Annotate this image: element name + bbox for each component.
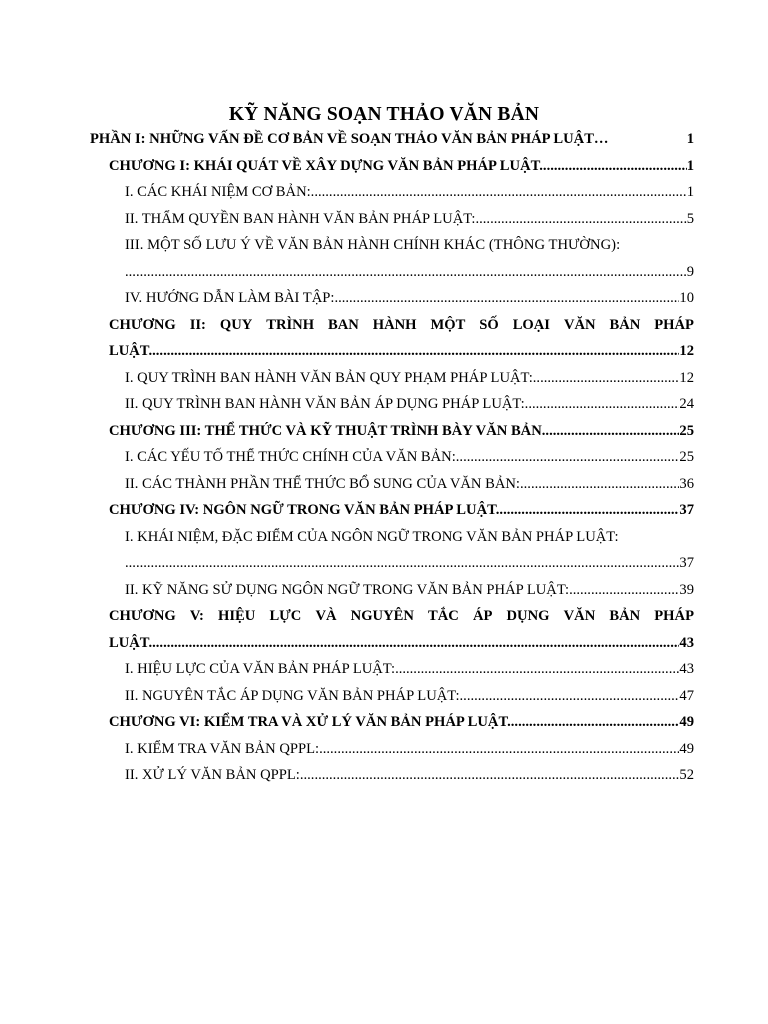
- toc-entry-text: I. CÁC YẾU TỐ THỂ THỨC CHÍNH CỦA VĂN BẢN: .....: [125, 444, 679, 471]
- toc-entry-text-word: LUẬT .....: [109, 338, 679, 365]
- toc-leader-line: [125, 259, 694, 286]
- toc-entry-text-word: CHƯƠNG: [109, 608, 176, 624]
- toc-entry-text: II. NGUYÊN TẮC ÁP DỤNG VĂN BẢN PHÁP LUẬT: .....: [125, 683, 679, 710]
- toc-entry-text: II. QUY TRÌNH BAN HÀNH VĂN BẢN ÁP DỤNG PHÁP LUẬT: .....: [125, 391, 679, 418]
- toc-entry-text-word: HÀNH: [372, 316, 417, 333]
- toc-entry-text: CHƯƠNG III: THỂ THỨC VÀ KỸ THUẬT TRÌNH BÀY VĂN BẢN .....: [109, 418, 679, 445]
- toc-entry-text-word: TRÌNH: [266, 316, 315, 333]
- toc-entry-text: I. KIỂM TRA VĂN BẢN QPPL: .....: [125, 736, 679, 763]
- toc-chapter-5[interactable]: [109, 603, 694, 656]
- toc-section[interactable]: [125, 656, 694, 683]
- toc-page-number: 37: [679, 502, 694, 518]
- toc-entry-text: CHƯƠNG VI: KIỂM TRA VÀ XỬ LÝ VĂN BẢN PHÁP LUẬT .....: [109, 709, 679, 736]
- toc-page-number: 25: [679, 422, 694, 439]
- toc-section[interactable]: [125, 444, 694, 471]
- toc-entry-text-word: LỰC: [269, 608, 302, 624]
- toc-page-number: 1: [686, 184, 694, 200]
- toc-section[interactable]: [125, 471, 694, 498]
- toc-entry-text-word: SỐ: [479, 316, 499, 333]
- toc-page-number: 12: [679, 343, 694, 359]
- toc-entry-text-word: VĂN: [563, 608, 596, 624]
- toc-entry-text-word: QUY: [219, 316, 253, 333]
- toc-section[interactable]: [125, 736, 694, 763]
- toc-section[interactable]: [125, 762, 694, 789]
- toc-section-wrapped[interactable]: [125, 232, 694, 285]
- toc-entry-text-word: VÀ: [315, 608, 337, 624]
- toc-leader-line: [125, 550, 694, 577]
- toc-section[interactable]: [125, 206, 694, 233]
- document-title: KỸ NĂNG SOẠN THẢO VĂN BẢN: [228, 104, 540, 125]
- toc-entry-text-word: BẢN: [609, 608, 641, 624]
- toc-chapter-2[interactable]: [109, 312, 694, 365]
- toc-page-number: 37: [679, 555, 694, 571]
- toc-entry-text-word: BAN: [328, 316, 359, 333]
- toc-section[interactable]: [125, 683, 694, 710]
- toc-page-number: 24: [679, 396, 694, 412]
- toc-entry-text-word: LUẬT .....: [109, 630, 679, 657]
- toc-entry-text: II. THẨM QUYỀN BAN HÀNH VĂN BẢN PHÁP LUẬT: .....: [125, 206, 687, 233]
- toc-entry-text-word: II:: [189, 316, 206, 333]
- toc-entry-text-word: CHƯƠNG: [109, 316, 176, 333]
- toc-entry-text-word: MỘT: [430, 316, 466, 333]
- toc-page-number: 9: [686, 263, 694, 280]
- toc-entry-text: I. QUY TRÌNH BAN HÀNH VĂN BẢN QUY PHẠM PHÁP LUẬT: .....: [125, 365, 679, 392]
- toc-section[interactable]: [125, 179, 694, 206]
- toc-entry-text-word: NGUYÊN: [350, 608, 414, 624]
- toc-page-number: 52: [679, 767, 694, 783]
- toc-part-1[interactable]: [90, 126, 694, 153]
- toc-entry-text-word: TẮC: [428, 608, 459, 624]
- toc-entry-text-line: [109, 312, 694, 339]
- toc-page-number: 1: [686, 131, 694, 147]
- toc-entry-text-word: VĂN: [563, 316, 596, 333]
- toc-leader-line: [109, 630, 694, 657]
- toc-entry-text-word: LOẠI: [512, 316, 550, 333]
- toc-chapter-1[interactable]: [109, 153, 694, 180]
- toc-entry-text: II. CÁC THÀNH PHẦN THỂ THỨC BỔ SUNG CỦA VĂN BẢN: .....: [125, 471, 679, 498]
- toc-page-number: 5: [686, 210, 694, 227]
- toc-section-wrapped[interactable]: [125, 524, 694, 577]
- toc-leader-line: [109, 338, 694, 365]
- toc-entry-text: I. KHÁI NIỆM, ĐẶC ĐIỂM CỦA NGÔN NGỮ TRONG VĂN BẢN PHÁP LUẬT:: [125, 528, 619, 545]
- toc-entry-text-line: [125, 232, 694, 259]
- toc-entry-text: I. HIỆU LỰC CỦA VĂN BẢN PHÁP LUẬT: .....: [125, 656, 679, 683]
- toc-entry-text: CHƯƠNG I: KHÁI QUÁT VỀ XÂY DỰNG VĂN BẢN PHÁP LUẬT .....: [109, 153, 687, 180]
- toc-entry-text-line: [125, 524, 694, 551]
- toc-page-number: 49: [679, 714, 694, 730]
- toc-page-number: 10: [679, 290, 694, 306]
- toc-entry-text-word: PHÁP: [654, 608, 694, 624]
- toc-entry-text: III. MỘT SỐ LƯU Ý VỀ VĂN BẢN HÀNH CHÍNH KHÁC (THÔNG THƯỜNG):: [125, 237, 621, 253]
- toc-page-number: 36: [679, 475, 694, 492]
- toc-entry-text: II. XỬ LÝ VĂN BẢN QPPL: .....: [125, 762, 679, 789]
- toc-page-number: 49: [679, 740, 694, 757]
- toc-entry-text-word: HIỆU: [218, 608, 256, 624]
- toc-entry-text-line: [109, 603, 694, 630]
- toc-chapter-4[interactable]: [109, 497, 694, 524]
- toc-entry-text: IV. HƯỚNG DẪN LÀM BÀI TẬP: .....: [125, 285, 679, 312]
- toc-entry-text: CHƯƠNG IV: NGÔN NGỮ TRONG VĂN BẢN PHÁP LUẬT .....: [109, 497, 679, 524]
- toc-entry-text: I. CÁC KHÁI NIỆM CƠ BẢN: .....: [125, 179, 687, 206]
- toc-entry-text: PHẦN I: NHỮNG VẤN ĐỀ CƠ BẢN VỀ SOẠN THẢO VĂN BẢN PHÁP LUẬT…: [90, 131, 609, 147]
- toc-page-number: 25: [679, 449, 694, 465]
- toc-page-number: 43: [679, 661, 694, 677]
- toc-entry-text-word: V:: [189, 608, 204, 624]
- toc-leader: [125, 550, 679, 577]
- toc-entry-text-word: PHÁP: [654, 316, 694, 333]
- toc-section[interactable]: [125, 285, 694, 312]
- toc-page-number: 47: [679, 687, 694, 704]
- toc-entry-text-word: ÁP: [472, 608, 493, 624]
- toc-page-number: 39: [679, 581, 694, 598]
- toc-section[interactable]: [125, 365, 694, 392]
- toc-chapter-6[interactable]: [109, 709, 694, 736]
- toc-entry-text: II. KỸ NĂNG SỬ DỤNG NGÔN NGỮ TRONG VĂN BẢN PHÁP LUẬT: .....: [125, 577, 679, 604]
- toc-leader: [125, 259, 687, 286]
- table-of-contents: [0, 126, 768, 789]
- toc-entry-text-word: DỤNG: [506, 608, 550, 624]
- toc-page-number: 43: [679, 634, 694, 651]
- toc-entry-text-word: BẢN: [609, 316, 641, 333]
- toc-page-number: 12: [679, 369, 694, 386]
- toc-chapter-3[interactable]: [109, 418, 694, 445]
- toc-section[interactable]: [125, 577, 694, 604]
- toc-section[interactable]: [125, 391, 694, 418]
- toc-page-number: 1: [686, 157, 694, 174]
